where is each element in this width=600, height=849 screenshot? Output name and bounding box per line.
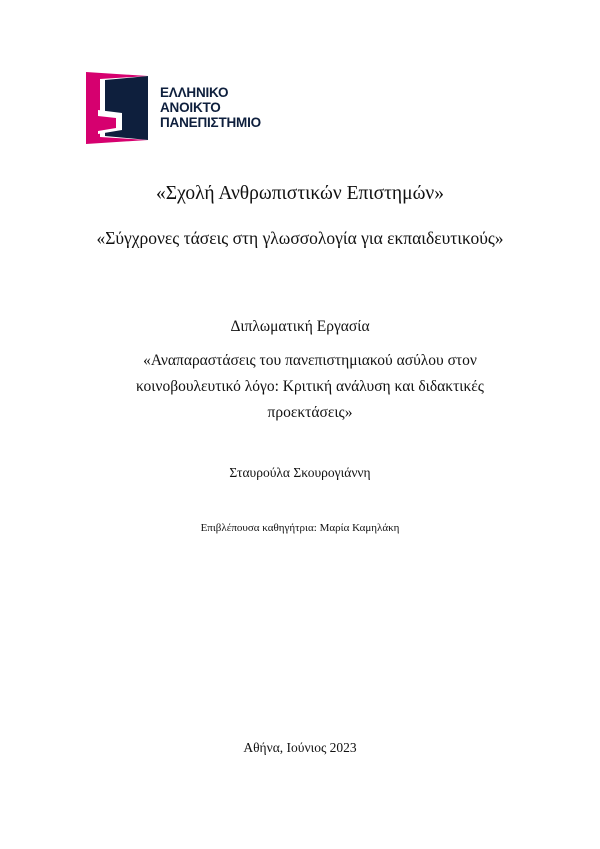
program-name: «Σύγχρονες τάσεις στη γλωσσολογία για εκπαιδευτικούς» bbox=[96, 228, 504, 248]
place-date: Αθήνα, Ιούνιος 2023 bbox=[243, 740, 357, 755]
university-logo bbox=[86, 72, 276, 144]
logo-line-1: ΕΛΛΗΝΙΚΟ bbox=[160, 85, 229, 100]
logo-wordmark bbox=[160, 85, 261, 130]
supervisor: Επιβλέπουσα καθηγήτρια: Μαρία Καμηλάκη bbox=[200, 522, 400, 534]
thesis-title: «Αναπαραστάσεις του πανεπιστημιακού ασύλου στον κοινοβουλευτικό λόγο: Κριτική ανάλυση και διδακτικές προεκτάσεις» bbox=[136, 352, 484, 421]
thesis-type: Διπλωματική Εργασία bbox=[230, 318, 370, 335]
logo-line-3: ΠΑΝΕΠΙΣΤΗΜΙΟ bbox=[160, 115, 261, 130]
eap-logo-mark-icon bbox=[86, 72, 156, 144]
school-name: «Σχολή Ανθρωπιστικών Επιστημών» bbox=[156, 183, 444, 204]
logo-line-2: ΑΝΟΙΚΤΟ bbox=[160, 100, 221, 115]
author-name: Σταυρούλα Σκουρογιάννη bbox=[229, 465, 371, 480]
